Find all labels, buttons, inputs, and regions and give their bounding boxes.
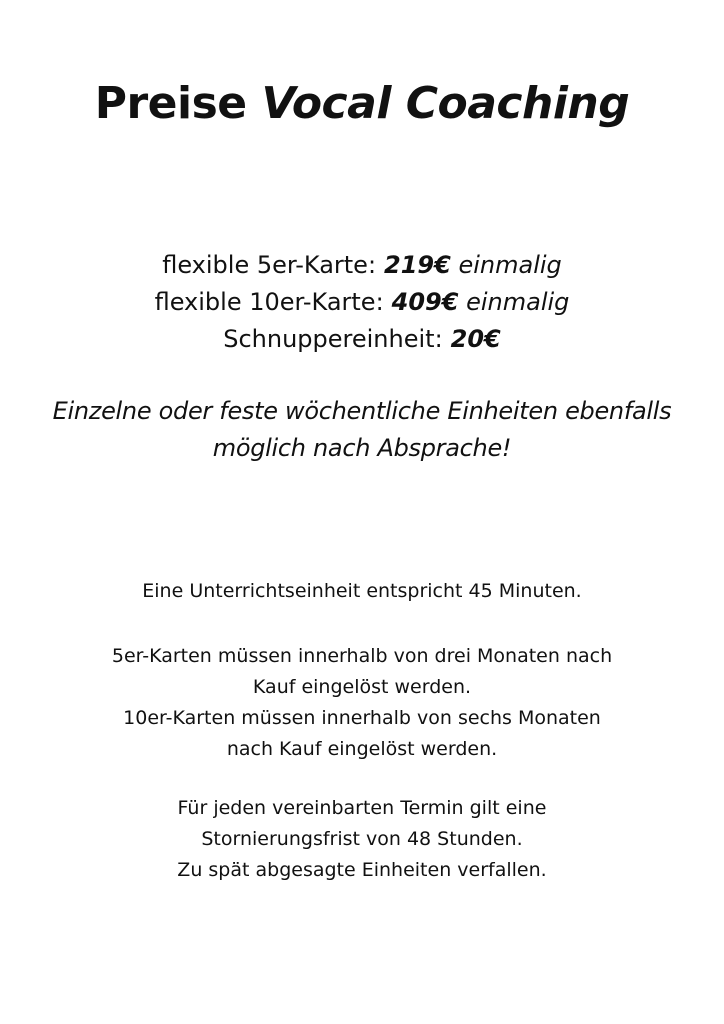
price-suffix: einmalig [458,251,562,279]
price-suffix: einmalig [466,288,570,316]
cancellation-info [0,793,724,886]
title-italic: Vocal Coaching [261,78,630,129]
price-amount: 409€ [391,288,459,316]
price-row [0,321,724,358]
validity-line: 5er-Karten müssen innerhalb von drei Monaten nach [111,645,613,667]
arrangement-note [0,393,724,467]
price-list [0,247,724,358]
title-regular: Preise [94,78,247,129]
duration-info [0,576,724,607]
note-line: möglich nach Absprache! [212,434,512,462]
cancellation-line: Zu spät abgesagte Einheiten verfallen. [177,859,547,881]
page-title [0,76,724,132]
price-label: flexible 10er-Karte: [154,288,384,316]
cancellation-line: Stornierungsfrist von 48 Stunden. [201,828,523,850]
price-amount: 20€ [450,325,501,353]
validity-line: nach Kauf eingelöst werden. [226,738,498,760]
price-row [0,284,724,321]
duration-text: Eine Unterrichtseinheit entspricht 45 Minuten. [142,580,582,602]
cancellation-line: Für jeden vereinbarten Termin gilt eine [177,797,547,819]
validity-line: Kauf eingelöst werden. [252,676,472,698]
price-row [0,247,724,284]
price-label: Schnuppereinheit: [223,325,443,353]
price-amount: 219€ [384,251,451,279]
note-line: Einzelne oder feste wöchentliche Einheiten ebenfalls [52,397,672,425]
validity-line: 10er-Karten müssen innerhalb von sechs Monaten [123,707,601,729]
validity-info [0,641,724,765]
price-label: flexible 5er-Karte: [162,251,377,279]
